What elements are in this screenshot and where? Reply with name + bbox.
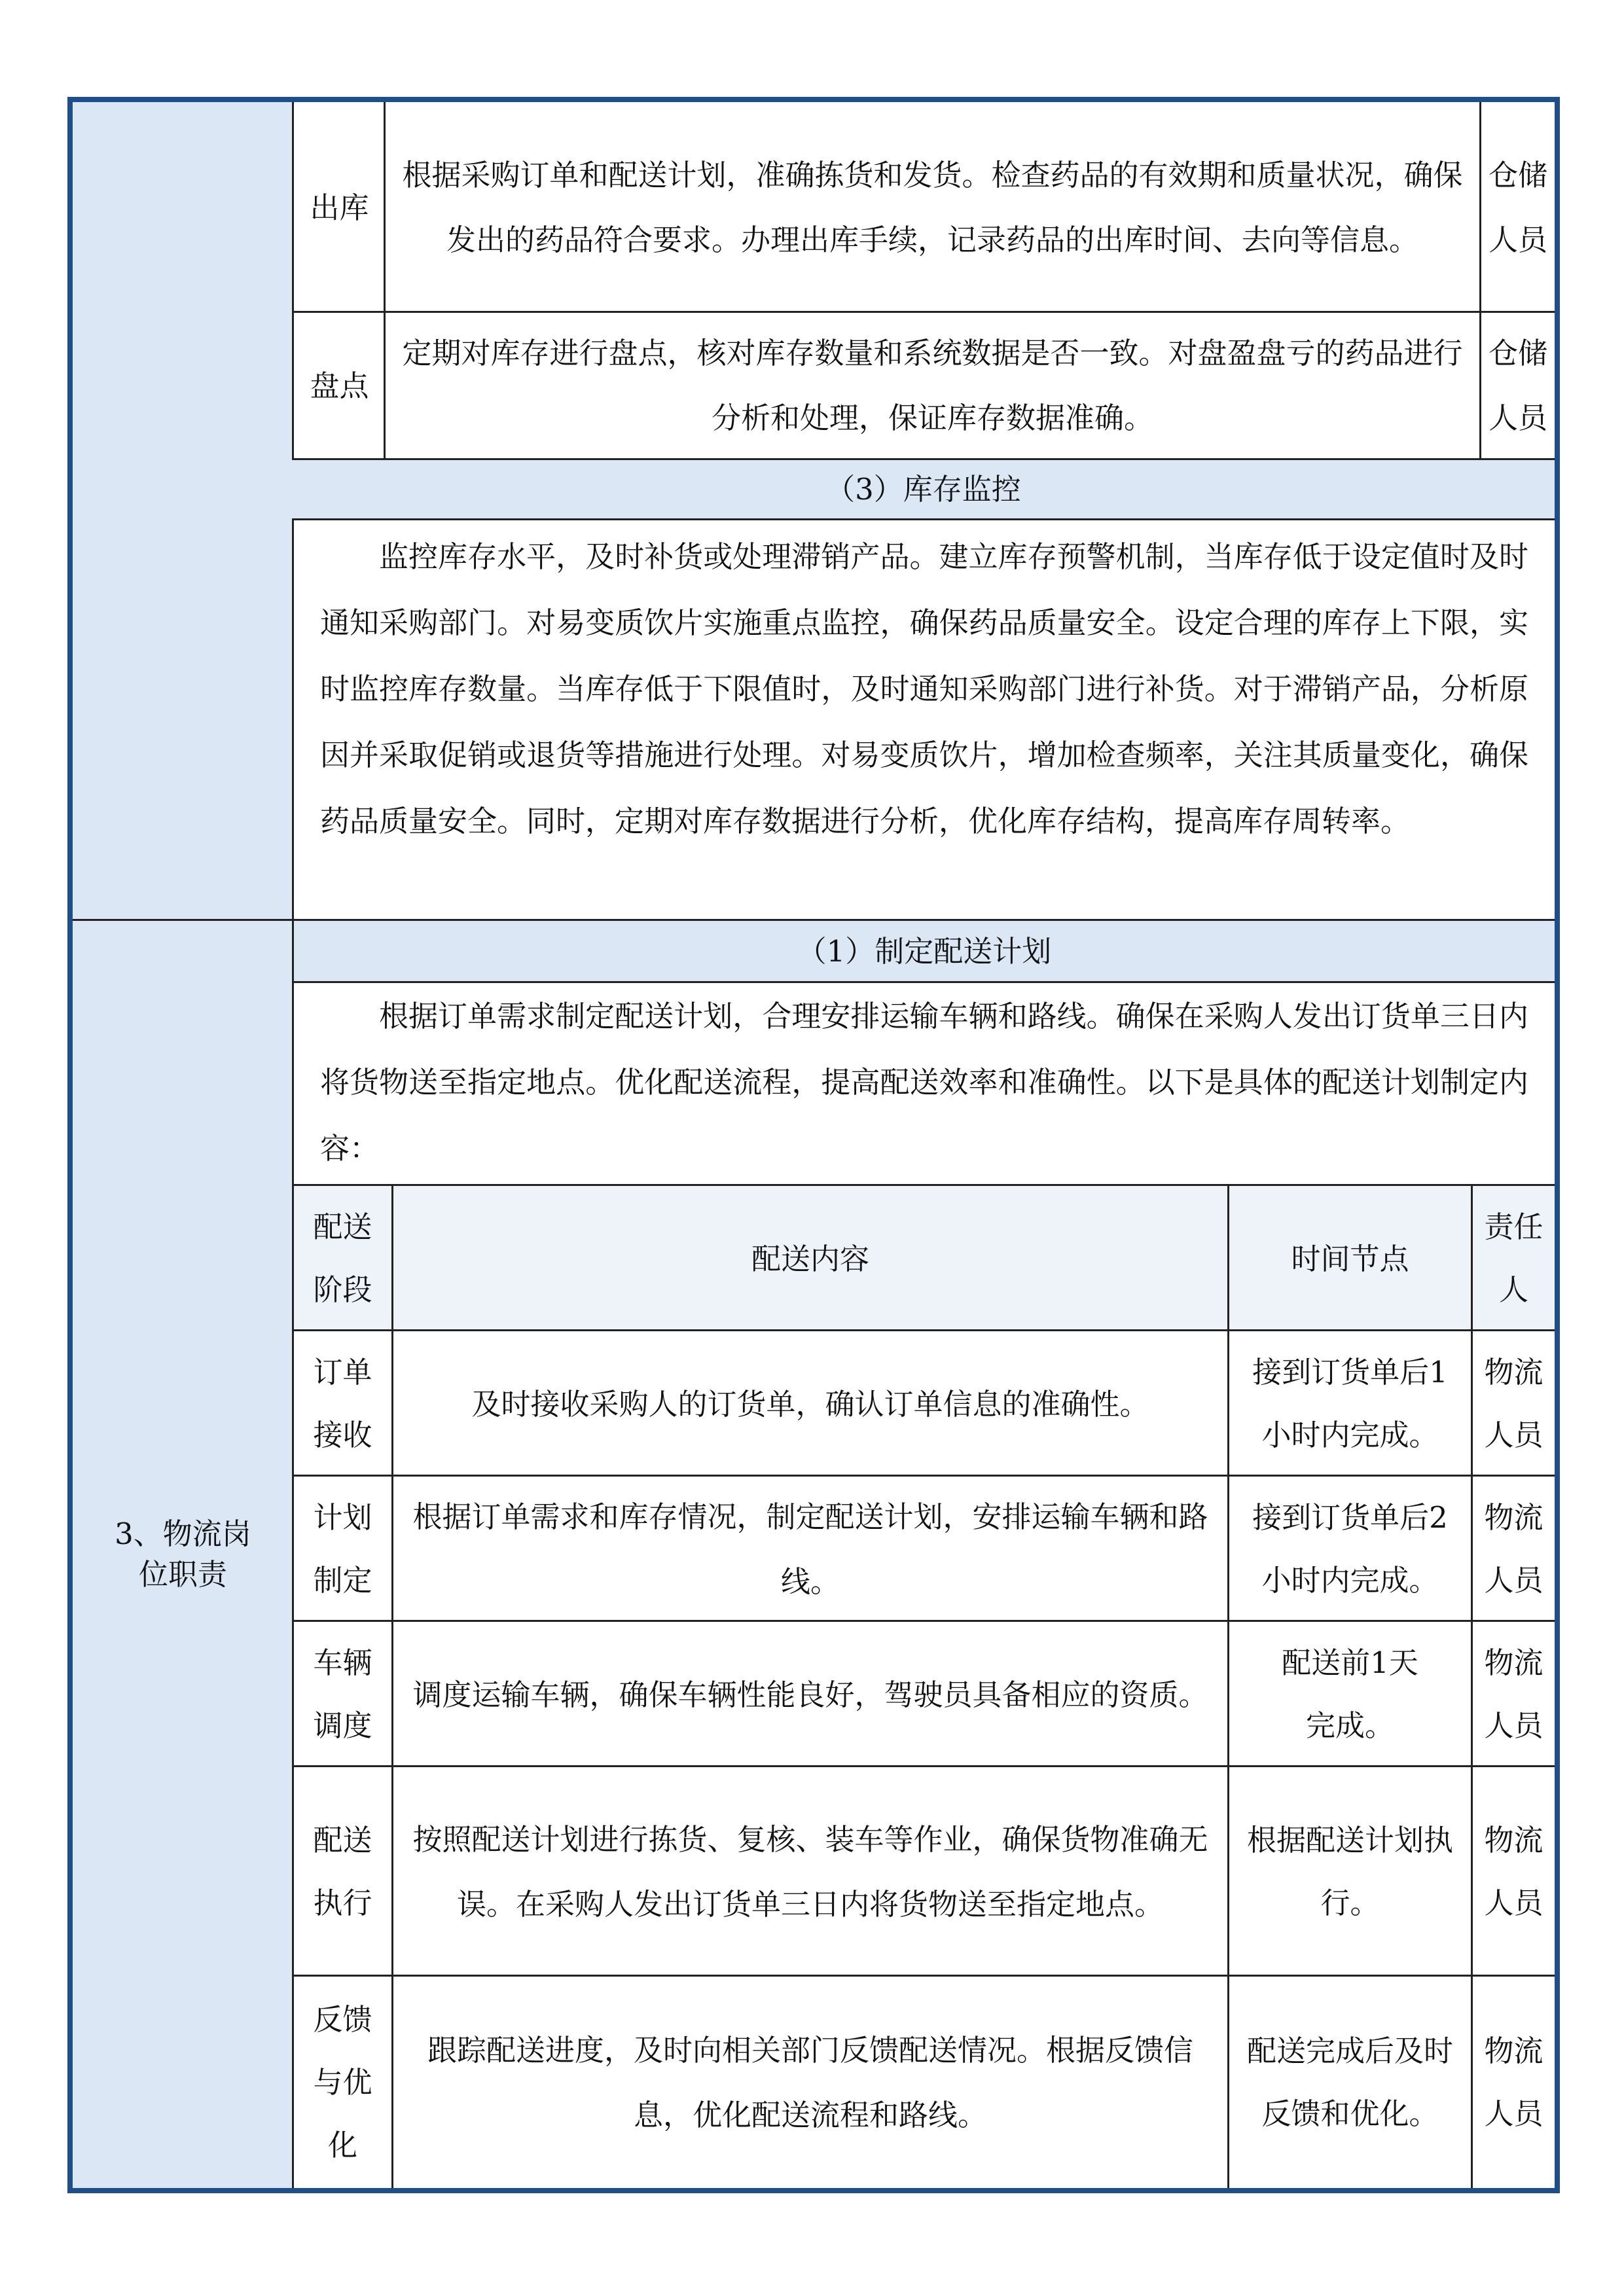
exec-time-text: 根据配送计划执行。 — [1246, 1823, 1453, 1920]
delivery-header-content-text: 配送内容 — [751, 1241, 869, 1276]
exec-content-text: 按照配送计划进行拣货、复核、装车等作业，确保货物准确无误。在采购人发出订货单三日内将货物送至指定地点。 — [412, 1822, 1208, 1922]
delivery-header-owner — [1473, 1186, 1555, 1331]
feedback-content-text: 跟踪配送进度，及时向相关部门反馈配送情况。根据反馈信息，优化配送流程和路线。 — [427, 2032, 1193, 2132]
vehicle-time-text: 配送前1天完成。 — [1282, 1645, 1418, 1743]
stocktake-owner-cell — [1481, 313, 1555, 458]
delivery-plan-title — [294, 921, 1555, 983]
delivery-plan-title-text: （1）制定配送计划 — [797, 933, 1052, 969]
delivery-row-vehicle-stage — [294, 1622, 391, 1767]
section3-label: 3、物流岗位职责 — [115, 1516, 251, 1592]
delivery-header-time-text: 时间节点 — [1291, 1241, 1409, 1276]
delivery-row-vehicle-time — [1229, 1622, 1473, 1767]
feedback-time-text: 配送完成后及时反馈和优化。 — [1246, 2033, 1453, 2131]
stocktake-owner: 仓储人员 — [1488, 336, 1547, 435]
delivery-plan-text: 根据订单需求制定配送计划，合理安排运输车辆和路线。确保在采购人发出订货单三日内将货物送至指定地点。优化配送流程，提高配送效率和准确性。以下是具体的配送计划制定内容： — [320, 999, 1528, 1166]
delivery-row-exec-time — [1229, 1767, 1473, 1977]
delivery-row-plan-time — [1229, 1477, 1473, 1622]
inventory-monitor-text: 监控库存水平，及时补货或处理滞销产品。建立库存预警机制，当库存低于设定值时及时通知采购部门。对易变质饮片实施重点监控，确保药品质量安全。设定合理的库存上下限，实时监控库存数量。当库存低于下限值时，及时通知采购部门进行补货。对于滞销产品，分析原因并采取促销或退货等措施进行处理。对易变质饮片，增加检查频率，关注其质量变化，确保药品质量安全。同时，定期对库存数据进行分析，优化库存结构，提高库存周转率。 — [320, 539, 1528, 838]
stocktake-content: 定期对库存进行盘点，核对库存数量和系统数据是否一致。对盘盈盘亏的药品进行分析和处理，保证库存数据准确。 — [402, 336, 1463, 435]
delivery-row-feedback-stage — [294, 1977, 391, 2188]
exec-owner-text: 物流人员 — [1484, 1823, 1543, 1920]
plan-owner-text: 物流人员 — [1484, 1500, 1543, 1598]
outbound-content-cell — [384, 102, 1481, 313]
feedback-owner-text: 物流人员 — [1484, 2033, 1543, 2131]
section3-left-column — [73, 921, 293, 2188]
outbound-content: 根据采购订单和配送计划，准确拣货和发货。检查药品的有效期和质量状况，确保发出的药品符合要求。办理出库手续，记录药品的出库时间、去向等信息。 — [402, 158, 1463, 257]
outbound-owner: 仓储人员 — [1488, 158, 1547, 257]
delivery-row-exec-content — [391, 1767, 1229, 1977]
inventory-monitor-title-text: （3）库存监控 — [825, 472, 1021, 507]
plan-stage-text: 计划制定 — [313, 1500, 372, 1598]
exec-stage-text: 配送执行 — [313, 1823, 372, 1920]
outbound-owner-cell — [1481, 102, 1555, 313]
inventory-monitor-body — [294, 524, 1555, 919]
delivery-row-feedback-content — [391, 1977, 1229, 2188]
delivery-row-order-time — [1229, 1331, 1473, 1477]
inventory-monitor-title — [292, 458, 1555, 520]
outbound-name: 出库 — [310, 190, 369, 225]
delivery-header-content — [391, 1186, 1229, 1331]
delivery-header-time — [1229, 1186, 1473, 1331]
delivery-row-feedback-time — [1229, 1977, 1473, 2188]
delivery-row-order-content — [391, 1331, 1229, 1477]
delivery-row-order-owner — [1473, 1331, 1555, 1477]
delivery-row-plan-content — [391, 1477, 1229, 1622]
order-owner-text: 物流人员 — [1484, 1355, 1543, 1452]
delivery-row-order-stage — [294, 1331, 391, 1477]
section2-left-column — [73, 102, 293, 919]
vehicle-stage-text: 车辆调度 — [313, 1645, 372, 1743]
delivery-header-owner-text: 责任人 — [1484, 1210, 1543, 1307]
delivery-row-exec-stage — [294, 1767, 391, 1977]
order-stage-text: 订单接收 — [313, 1355, 372, 1452]
outbound-name-cell — [292, 102, 385, 313]
delivery-row-plan-owner — [1473, 1477, 1555, 1622]
delivery-plan-body — [294, 983, 1555, 1186]
delivery-row-vehicle-owner — [1473, 1622, 1555, 1767]
stocktake-content-cell — [384, 313, 1481, 458]
plan-time-text: 接到订货单后2小时内完成。 — [1252, 1500, 1448, 1598]
feedback-stage-text: 反馈与优化 — [313, 2001, 372, 2162]
stocktake-name: 盘点 — [310, 368, 369, 403]
vehicle-content-text: 调度运输车辆，确保车辆性能良好，驾驶员具备相应的资质。 — [412, 1677, 1208, 1712]
delivery-row-feedback-owner — [1473, 1977, 1555, 2188]
order-time-text: 接到订货单后1小时内完成。 — [1252, 1355, 1448, 1452]
delivery-row-plan-stage — [294, 1477, 391, 1622]
stocktake-name-cell — [292, 313, 385, 458]
vehicle-owner-text: 物流人员 — [1484, 1645, 1543, 1743]
delivery-row-exec-owner — [1473, 1767, 1555, 1977]
plan-content-text: 根据订单需求和库存情况，制定配送计划，安排运输车辆和路线。 — [412, 1499, 1208, 1599]
delivery-header-stage — [294, 1186, 391, 1331]
delivery-header-stage-text: 配送阶段 — [313, 1210, 372, 1307]
order-content-text: 及时接收采购人的订货单，确认订单信息的准确性。 — [471, 1386, 1149, 1422]
delivery-row-vehicle-content — [391, 1622, 1229, 1767]
